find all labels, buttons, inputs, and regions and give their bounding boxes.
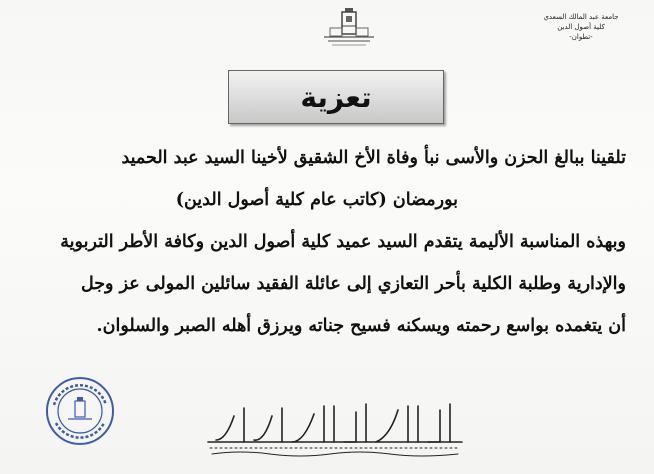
university-name: جامعة عبد المالك السعدي: [543, 13, 619, 21]
body-line-5: أن يتغمده بواسع رحمته ويسكنه فسيح جناته ويرزق أهله الصبر والسلوان.: [96, 316, 626, 336]
city-name: -تطوان-: [569, 33, 593, 41]
body-line-4: والإدارية وطلبة الكلية بأحر التعازي إلى عائلة الفقيد سائلين المولى عز وجل: [80, 274, 626, 294]
page-title: تعزية: [300, 80, 372, 114]
title-banner: [228, 70, 444, 124]
official-stamp: [44, 375, 116, 447]
body-line-3: وبهذه المناسبة الأليمة يتقدم السيد عميد كلية أصول الدين وكافة الأطر التربوية: [60, 232, 626, 252]
body-line-1: تلقينا ببالغ الحزن والأسى نبأ وفاة الأخ الشقيق لأخينا السيد عبد الحميد: [121, 148, 626, 168]
quran-verse-calligraphy: [200, 396, 470, 460]
faculty-name: كلية أصول الدين: [557, 23, 605, 31]
body-line-2: بورمضان (كاتب عام كلية أصول الدين): [175, 190, 458, 210]
faculty-logo: [318, 6, 380, 50]
institution-header: [526, 12, 636, 42]
